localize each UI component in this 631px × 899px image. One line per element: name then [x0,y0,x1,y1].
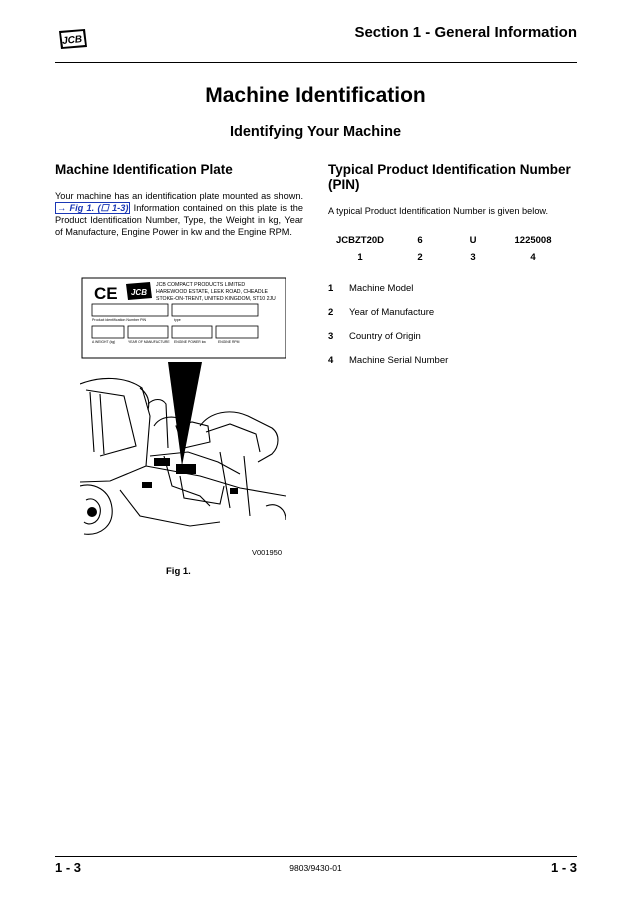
machine-detail-shading [87,458,238,517]
document-code: 9803/9430-01 [289,863,342,873]
legend-item [328,348,448,372]
identification-plate-figure [80,276,286,536]
plate-label-year: YEAR OF MANUFACTURE [128,340,170,344]
plate-label-pin: Product identification Number PIN [92,318,147,322]
page-number-right: 1 - 3 [550,860,577,875]
plate-company-line1: JCB COMPACT PRODUCTS LIMITED [156,282,246,288]
page-title: Machine Identification [205,84,426,107]
ce-mark: CE [94,284,118,303]
pin-part-model: JCBZT20D [335,235,385,246]
plate-paragraph [55,190,303,238]
header-rule [55,62,577,63]
pin-part-country: U [469,235,477,246]
pin-index-2: 2 [417,252,423,263]
legend-label: Year of Manufacture [349,306,435,318]
pin-part-serial: 1225008 [514,235,552,246]
legend-num: 1 [328,282,334,294]
legend-item [328,300,448,324]
footer-rule [55,856,577,857]
plate-company-line3: STOKE-ON-TRENT, UNITED KINGDOM, ST10 2JU [156,296,276,302]
section-title: Section 1 - General Information [354,24,577,41]
pointer-arrow-icon [168,362,202,466]
figure-caption: Fig 1. [166,566,191,577]
pin-index-4: 4 [530,252,536,263]
plate-label-rpm: ENGINE RPM [218,340,240,344]
pin-part-year: 6 [417,235,423,246]
plate-label-weight: A WEIGHT (kg) [92,340,116,344]
para-text-before: Your machine has an identification plate mounted as shown. [55,191,303,201]
legend-label: Machine Serial Number [349,354,449,366]
jcb-logo [55,27,89,51]
svg-text:JCB: JCB [130,288,148,297]
logo-text: JCB [61,33,83,48]
figure-code: V001950 [252,548,283,557]
legend-label: Country of Origin [349,330,421,342]
legend-item [328,324,448,348]
legend-label: Machine Model [349,282,414,294]
pin-intro: A typical Product Identification Number is given below. [328,206,549,216]
plate-label-type: type [174,318,181,322]
pin-index-1: 1 [357,252,363,263]
pin-index-row [328,249,568,266]
plate-label-power: ENGINE POWER kw [174,340,206,344]
fig-1-link[interactable]: → Fig 1. (☐ 1-3) [57,203,129,213]
pin-legend [328,276,448,372]
plate-company-line2: HAREWOOD ESTATE, LEEK ROAD, CHEADLE [156,289,268,295]
pin-heading: Typical Product Identification Number (PIN) [328,162,571,192]
para-text-after: Information contained on this plate is the Product Identification Number, Type, the Weight in kg, Year of Manufacture, Engine Power in kw and the Engine RPM. [55,203,303,237]
legend-num: 3 [328,330,334,342]
pin-breakdown [328,232,568,266]
page-subtitle: Identifying Your Machine [229,124,402,140]
pin-index-3: 3 [470,252,476,263]
legend-num: 4 [328,354,334,366]
legend-item [328,276,448,300]
pin-parts-row [328,232,568,249]
legend-num: 2 [328,306,334,318]
jcb-plate-logo-icon [126,282,152,300]
page-number-left: 1 - 3 [55,860,82,875]
plate-heading: Machine Identification Plate [55,162,233,177]
